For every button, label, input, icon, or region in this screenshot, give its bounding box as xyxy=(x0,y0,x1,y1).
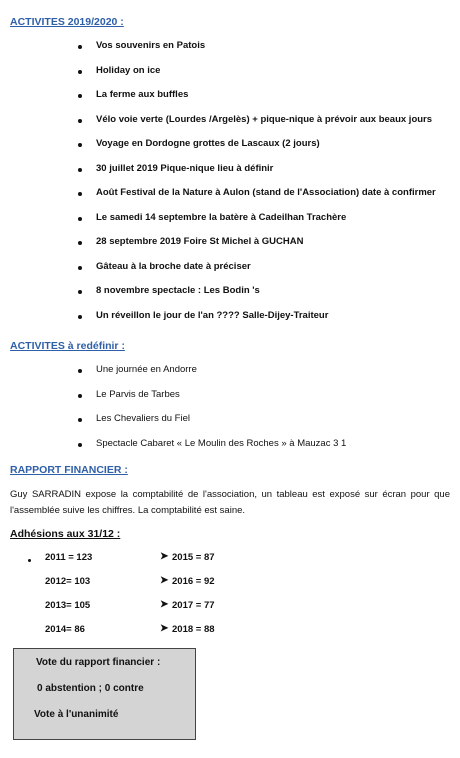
bullet-icon xyxy=(78,266,82,270)
bullet-icon xyxy=(78,143,82,147)
list-item xyxy=(0,114,460,130)
list-item-text: Voyage en Dordogne grottes de Lascaux (2 jours) xyxy=(96,138,320,149)
bullet-icon xyxy=(78,443,82,447)
list-item xyxy=(0,212,460,228)
list-item-text: 30 juillet 2019 Pique-nique lieu à définir xyxy=(96,162,274,174)
adhesions-heading: Adhésions aux 31/12 : xyxy=(10,528,121,540)
list-item xyxy=(0,236,460,252)
adhesion-left-value: 2012= 103 xyxy=(45,576,91,587)
adhesion-row xyxy=(0,624,460,640)
list-item xyxy=(0,138,460,154)
list-item-text: Le samedi 14 septembre la batère à Cadeilhan Trachère xyxy=(96,211,347,223)
financial-heading: RAPPORT FINANCIER : xyxy=(10,464,128,476)
adhesion-row xyxy=(0,552,460,568)
adhesion-right-value: 2018 = 88 xyxy=(172,624,215,635)
list-item xyxy=(0,163,460,179)
bullet-icon xyxy=(78,394,82,398)
adhesion-right-value: 2017 = 77 xyxy=(172,600,215,611)
list-item-text: Août Festival de la Nature à Aulon (stand de l'Association) date à confirmer xyxy=(96,187,436,198)
list-item xyxy=(0,89,460,105)
redefine-heading: ACTIVITES à redéfinir : xyxy=(10,340,125,352)
bullet-icon xyxy=(78,45,82,49)
list-item-text: Spectacle Cabaret « Le Moulin des Roches » à Mauzac 3 1 xyxy=(96,437,347,449)
arrow-bullet-icon: ➤ xyxy=(160,551,169,562)
bullet-icon xyxy=(78,369,82,373)
arrow-bullet-icon: ➤ xyxy=(160,599,169,610)
list-item xyxy=(0,285,460,301)
bullet-icon xyxy=(78,315,82,319)
bullet-icon xyxy=(78,168,82,172)
arrow-bullet-icon: ➤ xyxy=(160,575,169,586)
vote-unanimous: Vote à l'unanimité xyxy=(34,709,119,720)
arrow-bullet-icon: ➤ xyxy=(160,623,169,634)
list-item xyxy=(0,261,460,277)
list-item-text: Holiday on ice xyxy=(96,64,161,76)
adhesion-left-value: 2011 = 123 xyxy=(45,552,93,563)
list-item-text: Un réveillon le jour de l'an ???? Salle-Dijey-Traiteur xyxy=(96,309,329,321)
list-item xyxy=(0,40,460,56)
bullet-icon xyxy=(78,418,82,422)
list-item xyxy=(0,65,460,81)
list-item-text: Gâteau à la broche date à préciser xyxy=(96,260,251,272)
bullet-icon xyxy=(28,559,31,562)
list-item xyxy=(0,438,460,454)
adhesion-left-value: 2013= 105 xyxy=(45,600,91,611)
adhesion-row xyxy=(0,600,460,616)
list-item-text: Les Chevaliers du Fiel xyxy=(96,413,190,424)
vote-result: 0 abstention ; 0 contre xyxy=(37,683,144,694)
list-item-text: Une journée en Andorre xyxy=(96,364,197,375)
vote-title: Vote du rapport financier : xyxy=(36,657,161,668)
list-item-text: 8 novembre spectacle : Les Bodin 's xyxy=(96,285,260,296)
list-item xyxy=(0,364,460,380)
vote-box xyxy=(13,648,196,740)
list-item xyxy=(0,389,460,405)
bullet-icon xyxy=(78,192,82,196)
adhesion-right-value: 2015 = 87 xyxy=(172,552,215,563)
financial-paragraph: Guy SARRADIN expose la comptabilité de l'association, un tableau est exposé sur écran pour que l'assemblée suive les chiffres. La comptabilité est saine. xyxy=(10,489,450,516)
adhesion-right-value: 2016 = 92 xyxy=(172,576,215,587)
list-item-text: Vos souvenirs en Patois xyxy=(96,40,206,51)
adhesion-row xyxy=(0,576,460,592)
list-item-text: 28 septembre 2019 Foire St Michel à GUCHAN xyxy=(96,236,304,247)
bullet-icon xyxy=(78,119,82,123)
bullet-icon xyxy=(78,241,82,245)
list-item xyxy=(0,310,460,326)
list-item xyxy=(0,413,460,429)
bullet-icon xyxy=(78,217,82,221)
list-item-text: Vélo voie verte (Lourdes /Argelès) + pique-nique à prévoir aux beaux jours xyxy=(96,113,433,125)
bullet-icon xyxy=(78,70,82,74)
activities-heading: ACTIVITES 2019/2020 : xyxy=(10,16,124,28)
bullet-icon xyxy=(78,94,82,98)
list-item-text: Le Parvis de Tarbes xyxy=(96,388,180,400)
bullet-icon xyxy=(78,290,82,294)
list-item-text: La ferme aux buffles xyxy=(96,89,189,100)
list-item xyxy=(0,187,460,203)
adhesion-left-value: 2014= 86 xyxy=(45,624,85,635)
